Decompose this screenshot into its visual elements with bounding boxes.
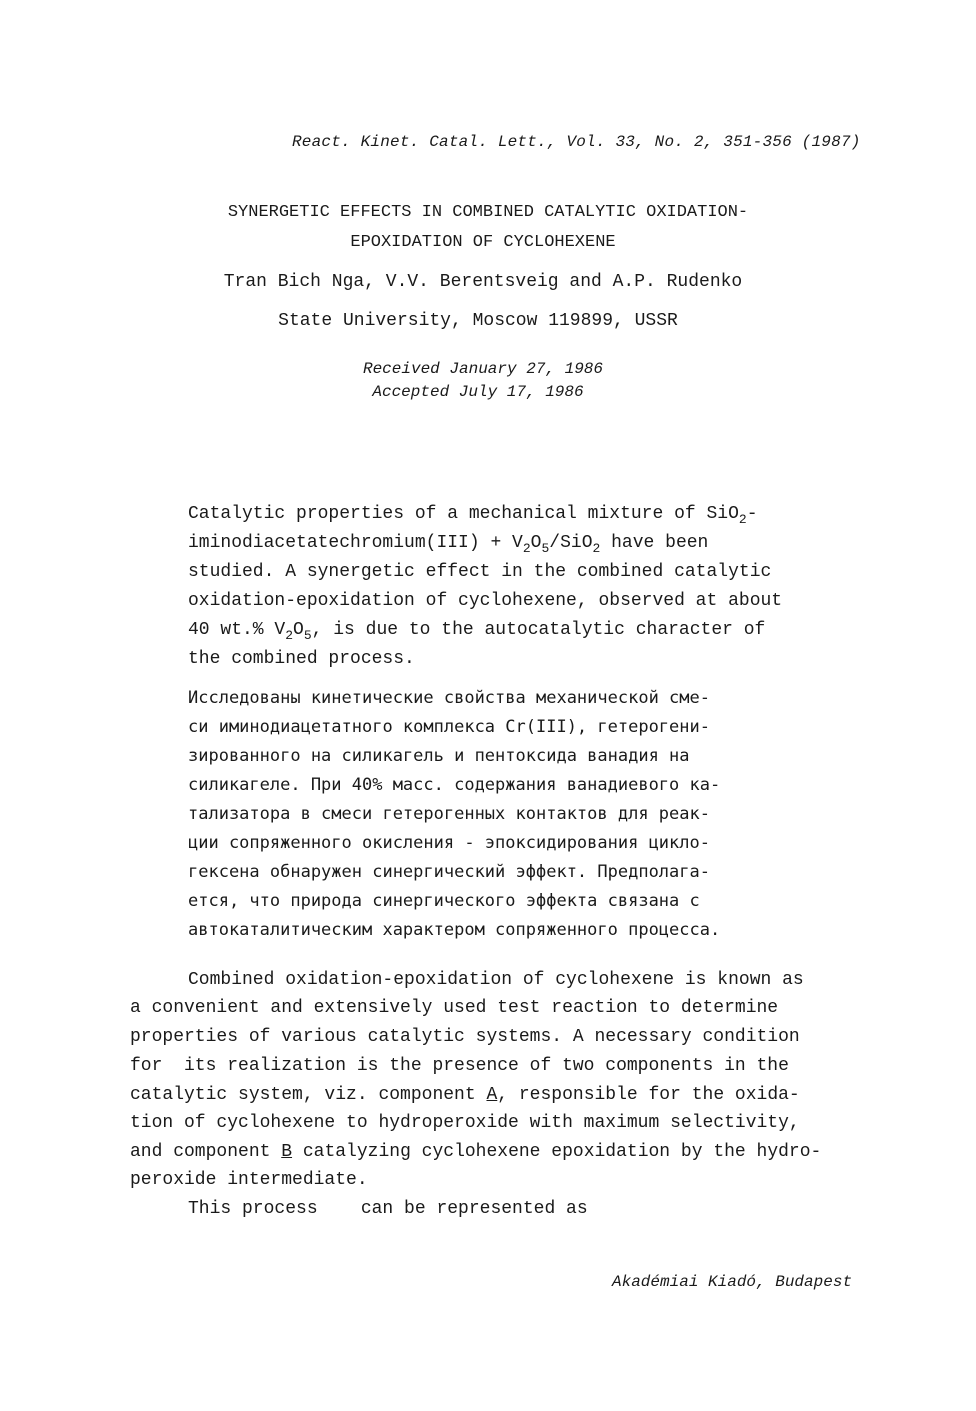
abstract-ru-line: ции сопряженного окисления - эпоксидирования цикло- [188,833,710,853]
received-date: Received January 27, 1986 [362,360,604,378]
text-span: iminodiacetatechromium(III) + V [188,533,523,553]
abstract-en-line: oxidation-epoxidation of cyclohexene, observed at about [188,591,783,611]
text-span: - [746,504,758,524]
abstract-ru-line: Исследованы кинетические свойства механической сме- [188,688,710,708]
abstract-en-line: the combined process. [188,649,415,669]
text-span: have been [600,533,709,553]
body-line [130,1085,800,1105]
component-a-label: A [486,1085,498,1105]
text-span: catalytic system, viz. component [130,1085,487,1105]
journal-reference: React. Kinet. Catal. Lett., Vol. 33, No. 2, 351-356 (1987) [292,133,861,151]
subscript: 5 [541,541,550,556]
body-line: tion of cyclohexene to hydroperoxide with maximum selectivity, [130,1113,800,1133]
accepted-date: Accepted July 17, 1986 [372,383,584,401]
authors: Tran Bich Nga, V.V. Berentsveig and A.P. Rudenko [223,272,743,292]
affiliation: State University, Moscow 119899, USSR [278,311,678,331]
abstract-en-line [188,533,709,556]
text-span: Catalytic properties of a mechanical mixture of SiO [188,504,739,524]
body-line: a convenient and extensively used test reaction to determine [130,998,779,1018]
subscript: 2 [592,541,601,556]
abstract-ru-line: гексена обнаружен синергический эффект. Предполага- [188,862,710,882]
abstract-en-line [188,620,766,643]
abstract-en-line [188,504,758,527]
body-line: for its realization is the presence of two components in the [130,1056,789,1076]
abstract-ru-line: силикагеле. При 40% масс. содержания ванадиевого ка- [188,775,721,795]
publisher-footer: Akadémiai Kiadó, Budapest [612,1273,853,1291]
body-line: Combined oxidation-epoxidation of cyclohexene is known as [188,970,804,990]
text-span: 40 wt.% V [188,620,286,640]
abstract-ru-line: зированного на силикагель и пентоксида ванадия на [188,746,690,766]
paper-title-line-1: SYNERGETIC EFFECTS IN COMBINED CATALYTIC OXIDATION- [227,203,749,222]
abstract-ru-line: тализатора в смеси гетерогенных контактов для реак- [188,804,710,824]
component-b-label: B [281,1142,293,1162]
subscript: 5 [303,628,312,643]
body-line: peroxide intermediate. [130,1170,368,1190]
subscript: 2 [285,628,294,643]
text-span: , is due to the autocatalytic character of [311,620,766,640]
body-line [130,1142,821,1162]
body-line: This process can be represented as [188,1199,588,1219]
subscript: 2 [738,512,747,527]
abstract-ru-line: автокаталитическим характером сопряженного процесса. [188,920,721,940]
abstract-ru-line: ется, что природа синергического эффекта связана с [188,891,700,911]
body-line: properties of various catalytic systems. A necessary condition [130,1027,800,1047]
text-span: , responsible for the oxida- [497,1085,800,1105]
abstract-ru-line: си иминодиацетатного комплекса Cr(III), гетерогени- [188,717,710,737]
abstract-en-line: studied. A synergetic effect in the combined catalytic [188,562,772,582]
text-span: catalyzing cyclohexene epoxidation by the hydro- [292,1142,822,1162]
text-span: O [293,620,304,640]
text-span: and component [130,1142,282,1162]
text-span: O [530,533,542,553]
subscript: 2 [522,541,531,556]
text-span: /SiO [549,533,593,553]
paper-title-line-2: EPOXIDATION OF CYCLOHEXENE [350,233,616,252]
